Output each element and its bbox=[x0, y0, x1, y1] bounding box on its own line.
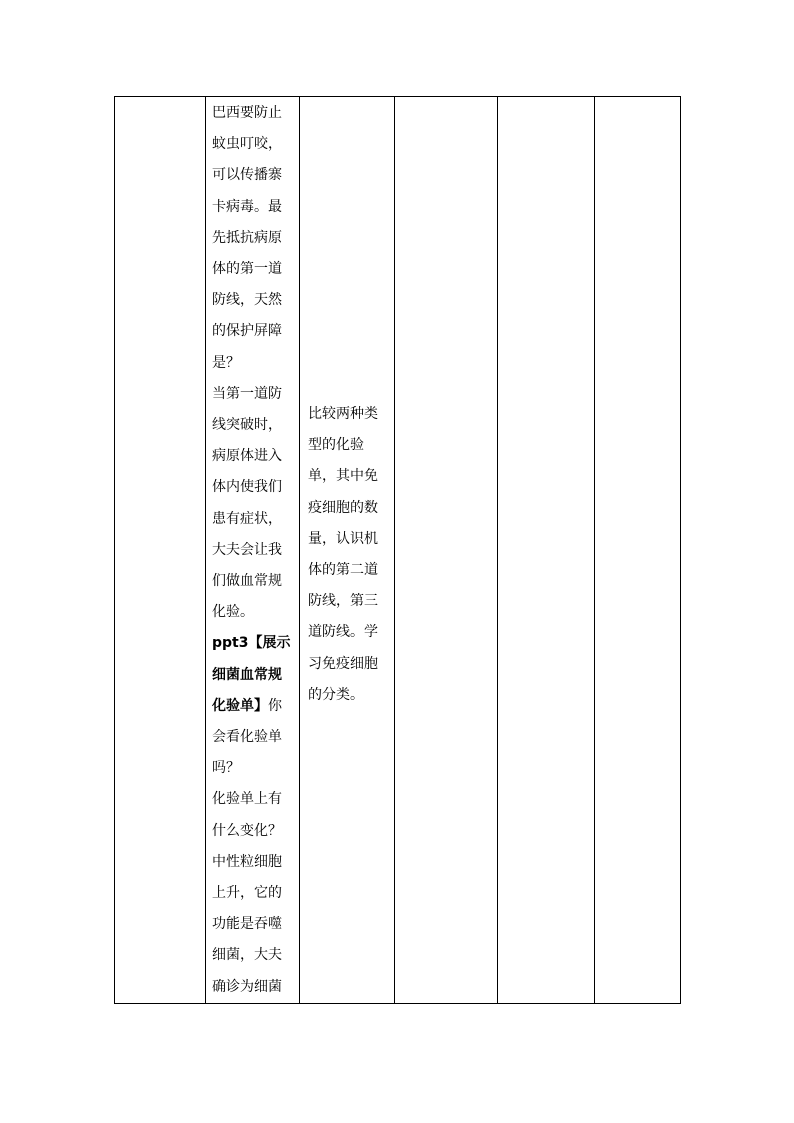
text-line: 巴西要防止 bbox=[212, 105, 282, 121]
text-line: 当第一道防 bbox=[212, 385, 282, 402]
text-line: 蚊虫叮咬， bbox=[212, 136, 282, 153]
table-cell-col4 bbox=[395, 97, 498, 1004]
text-line: 病原体进入 bbox=[212, 448, 282, 465]
text-line: 功能是吞噬 bbox=[212, 916, 282, 933]
text-line: 单，其中免 bbox=[308, 468, 378, 485]
text-line: 确诊为细菌 bbox=[212, 978, 282, 995]
design-intent-cell bbox=[300, 97, 395, 1004]
text-line: ppt3【展示 bbox=[212, 635, 291, 652]
text-line: 比较两种类 bbox=[308, 405, 378, 422]
design-intent-text bbox=[300, 398, 394, 711]
text-line-rest: 你 bbox=[268, 697, 282, 714]
text-line: 防线，天然 bbox=[212, 292, 282, 309]
table-cell-col6 bbox=[595, 97, 681, 1004]
table-row bbox=[115, 97, 681, 1004]
teacher-activity-cell bbox=[206, 97, 300, 1004]
text-line: 化验。 bbox=[212, 604, 254, 621]
text-line: 卡病毒。最 bbox=[212, 198, 282, 215]
text-line: 细菌血常规 bbox=[212, 666, 282, 683]
text-line: 会看化验单 bbox=[212, 729, 282, 746]
text-line: 什么变化？ bbox=[212, 822, 282, 839]
text-line: 大夫会让我 bbox=[212, 541, 282, 558]
text-line: 是？ bbox=[212, 354, 240, 371]
text-line bbox=[212, 691, 299, 722]
text-line: 体内使我们 bbox=[212, 479, 282, 496]
text-line: 中性粒细胞 bbox=[212, 853, 282, 870]
table-cell-col1 bbox=[115, 97, 206, 1004]
text-line: 先抵抗病原 bbox=[212, 229, 282, 246]
text-line: 患有症状， bbox=[212, 510, 282, 527]
text-line: 体的第二道 bbox=[308, 561, 378, 578]
text-line: 细菌，大夫 bbox=[212, 947, 282, 964]
text-line: 的分类。 bbox=[308, 686, 364, 703]
table-cell-col5 bbox=[498, 97, 595, 1004]
text-line: 化验单上有 bbox=[212, 791, 282, 808]
text-line: 型的化验 bbox=[308, 437, 364, 454]
text-line: 习免疫细胞 bbox=[308, 655, 378, 672]
text-line: 疫细胞的数 bbox=[308, 499, 378, 516]
text-line: 道防线。学 bbox=[308, 624, 378, 641]
text-line: 们做血常规 bbox=[212, 573, 282, 590]
text-line: 吗？ bbox=[212, 760, 240, 777]
text-line-bold: 化验单】 bbox=[212, 697, 268, 714]
teacher-activity-text bbox=[206, 97, 299, 1003]
text-line: 体的第一道 bbox=[212, 261, 282, 278]
text-line: 上升，它的 bbox=[212, 885, 282, 902]
text-line: 线突破时， bbox=[212, 417, 282, 434]
text-line: 的保护屏障 bbox=[212, 323, 282, 340]
text-line: 防线，第三 bbox=[308, 593, 378, 610]
lesson-plan-table bbox=[114, 96, 681, 1004]
text-line: 量，认识机 bbox=[308, 530, 378, 547]
text-line: 可以传播寨 bbox=[212, 167, 282, 184]
